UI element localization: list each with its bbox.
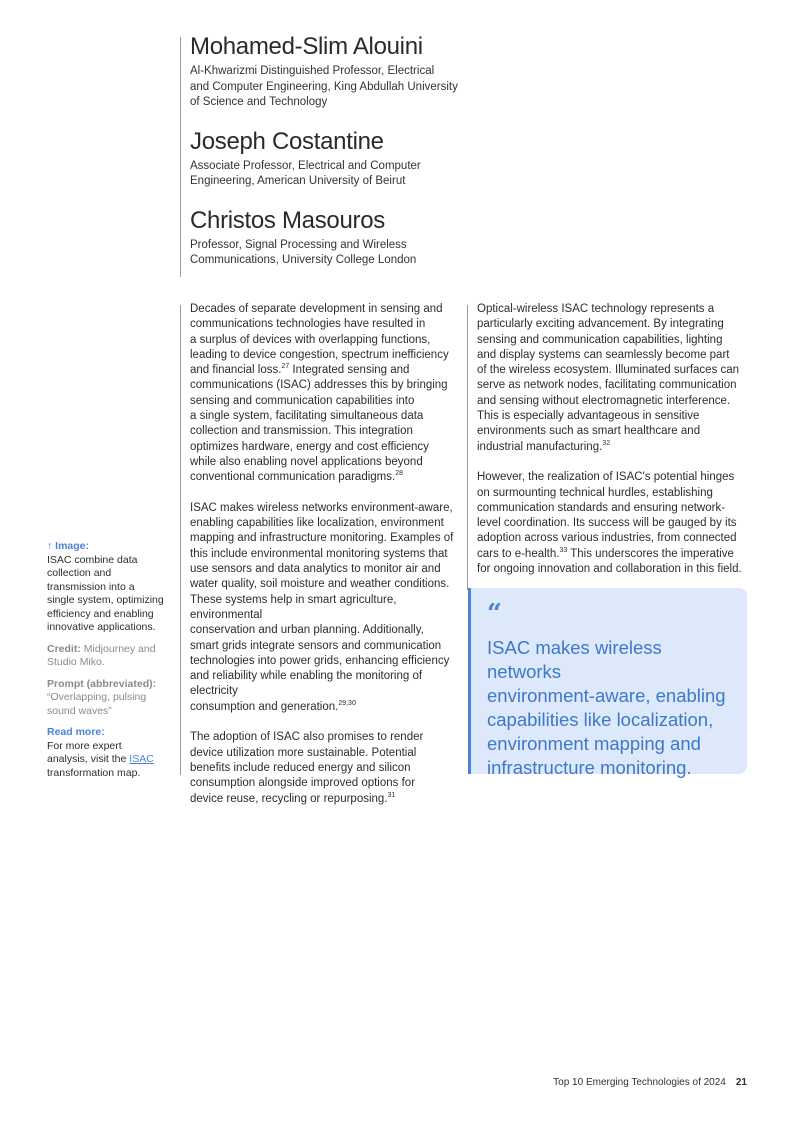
paragraph: ISAC makes wireless networks environment-aware, enabling capabilities like localization, environment mapping and infrastructure monitoring. Examples of this include environmental monitoring systems that use sensors and data analytics to monitor air and water quality, soil moisture and weather conditions. These systems help in smart agriculture, environmental conservation and urban planning. Additionally, smart grids integrate sensors and communication technologies into power grids, enhancing efficiency and reliability while enabling the monitoring of electricity consumption and generation.$^{29,30}$ — [190, 501, 454, 713]
read-more-text: For more expert analysis, visit the ISAC transformation map. — [47, 739, 154, 779]
paragraph: Optical-wireless ISAC technology represents a particularly exciting advancement. By integrating sensing and communication capabilities, lighting and display systems can seamlessly become part of the wireless ecosystem. Illuminated surfaces can serve as network nodes, facilitating communication and sensing without electromagnetic interference. This is especially advantageous in sensitive environments such as smart healthcare and industrial manufacturing.$^{32}$ — [477, 303, 740, 453]
author-name: Joseph Costantine — [190, 127, 384, 155]
footnote-ref[interactable]: 29,30 — [338, 699, 356, 707]
paragraph: Decades of separate development in sensing and communications technologies have resulted in a surplus of devices with overlapping functions, leading to device congestion, spectrum inefficiency and financial loss.$^{27}$ Integrated sensing and communications (ISAC) addresses this by bringing sensing and communication capabilities into a single system, facilitating simultaneous data collection and transmission. This integration optimizes hardware, energy and cost efficiency while also enabling novel applications beyond conventional communication paradigms.$^{28}$ — [190, 303, 449, 484]
image-caption-text: ISAC combine data collection and transmission into a single system, optimizing efficiency and enabling innovative applications. — [47, 553, 164, 633]
read-more-heading: Read more: — [47, 726, 105, 738]
authors-list — [190, 30, 480, 283]
footer-title: Top 10 Emerging Technologies of 2024 — [553, 1077, 726, 1088]
prompt-heading: Prompt (abbreviated): — [47, 677, 157, 690]
body-column-right — [477, 302, 749, 593]
author-1 — [190, 30, 480, 111]
footnote-ref[interactable]: 33 — [559, 546, 568, 554]
divider-authors — [180, 37, 181, 277]
sidebar-notes — [47, 540, 169, 788]
divider-left-column — [180, 305, 181, 775]
image-caption — [47, 540, 169, 635]
prompt-text: “Overlapping, pulsing sound waves” — [47, 691, 147, 717]
pull-quote — [468, 588, 747, 778]
read-more — [47, 726, 169, 780]
author-role: Associate Professor, Electrical and Computer Engineering, American University of Beirut — [190, 159, 421, 187]
footnote-ref[interactable]: 31 — [387, 791, 396, 799]
author-role: Al-Khwarizmi Distinguished Professor, Electrical and Computer Engineering, King Abdullah University of Science and Technology — [190, 65, 458, 108]
body-column-left — [190, 302, 462, 822]
footnote-ref[interactable]: 27 — [281, 363, 290, 371]
quote-icon: “ — [487, 599, 502, 629]
page-footer — [553, 1077, 747, 1088]
author-name: Christos Masouros — [190, 206, 385, 234]
author-name: Mohamed-Slim Alouini — [190, 33, 423, 60]
author-2 — [190, 125, 480, 190]
footnote-ref[interactable]: 28 — [395, 470, 403, 478]
image-caption-heading: ↑ Image: — [47, 540, 90, 552]
author-3 — [190, 204, 480, 269]
footnote-ref[interactable]: 32 — [602, 439, 611, 447]
image-credit: Credit: Midjourney and Studio Miko. — [47, 642, 156, 668]
image-prompt — [47, 678, 169, 719]
isac-link[interactable]: ISAC — [129, 753, 154, 765]
paragraph: However, the realization of ISAC's potential hinges on surmounting technical hurdles, establishing communication standards and ensuring network- level coordination. Its success will be gauged by its adoption across various industries, from connected cars to e-health.$^{33}$ This underscores the imperative for ongoing innovation and collaboration in this field. — [477, 471, 742, 576]
author-role: Professor, Signal Processing and Wireless Communications, University College London — [190, 238, 417, 266]
divider-right-column — [467, 305, 468, 590]
pull-quote-text: ISAC makes wireless networks environment-aware, enabling capabilities like localization, environment mapping and infrastructure monitoring. — [487, 637, 726, 778]
paragraph: The adoption of ISAC also promises to render device utilization more sustainable. Potential benefits include reduced energy and silicon consumption alongside improved options for device reuse, recycling or repurposing.$^{31}$ — [190, 731, 424, 805]
page-number: 21 — [735, 1077, 747, 1088]
